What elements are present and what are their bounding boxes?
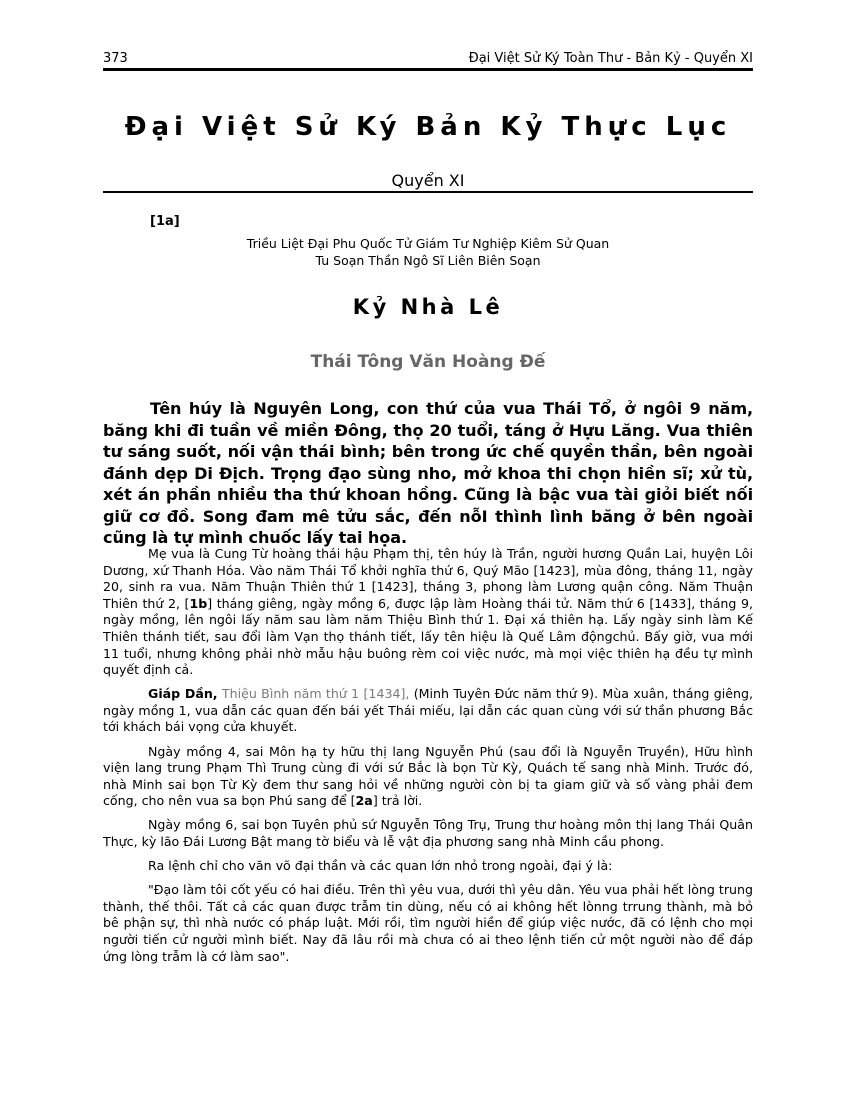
author-line-1: Triều Liệt Đại Phu Quốc Tử Giám Tư Nghiệp Kiêm Sử Quan [246, 236, 610, 251]
page-number: 373 [103, 51, 128, 66]
author-line-2: Tu Soạn Thần Ngô Sĩ Liên Biên Soạn [315, 253, 541, 268]
author-credit [103, 235, 753, 269]
folio-ref: 2a [355, 793, 373, 809]
header-rule [103, 68, 753, 71]
reign-year: Thiệu Bình năm thứ 1 [1434], [217, 686, 410, 702]
emperor-heading: Thái Tông Văn Hoàng Đế [310, 352, 546, 372]
folio-mark: [1a] [150, 214, 180, 229]
title-rule [103, 191, 753, 193]
paragraph: Ngày mồng 6, sai bọn Tuyên phủ sứ Nguyễn Tông Trụ, Trung thư hoàng môn thị lang Thái Quân Thực, kỳ lão Đái Lương Bật mang tờ biểu và lễ vật địa phương sang nhà Minh cầu phong. [103, 817, 753, 849]
body-text [103, 546, 753, 973]
paragraph: "Đạo làm tôi cốt yếu có hai điều. Trên thì yêu vua, dưới thì yêu dân. Yêu vua phải hết lòng trung thành, thế thôi. Tất cả các quan được trẫm tin dùng, nếu có ai không hết lònng trrung thành, mà bỏ bê phận sự, thì nhà nước có pháp luật. Mới rồi, tìm người hiền để giúp việc nước, đã có lệnh cho mọi người tiến cử người mình biết. Nay đã lâu rồi mà chưa có ai theo lệnh tiến cử một người nào để đáp ứng lòng trẫm là cớ làm sao". [103, 882, 753, 964]
paragraph: Giáp Dần, Thiệu Bình năm thứ 1 [1434], (Minh Tuyên Đức năm thứ 9). Mùa xuân, tháng giêng, ngày mồng 1, vua dẫn các quan đến bái yết Thái miếu, lại dẫn các quan cùng với sứ thần phương Bắc tới khách bái vọng cửa khuyết. [103, 686, 753, 735]
paragraph: Mẹ vua là Cung Từ hoàng thái hậu Phạm thị, tên húy là Trần, người hương Quần Lai, huyện Lôi Dương, xứ Thanh Hóa. Vào năm Thái Tổ khởi nghĩa thứ 6, Quý Mão [1423], mùa đông, tháng 11, ngày 20, sinh ra vua. Năm Thuận Thiên thứ 1 [1423], tháng 3, phong làm Lương quận công. Năm Thuận Thiên thứ 2, [1b] tháng giêng, ngày mồng 6, được lập làm Hoàng thái tử. Năm thứ 6 [1433], tháng 9, ngày mồng, lên ngôi lấy năm sau làm năm Thiệu Bình thứ 1. Đại xá thiên hạ. Lấy ngày sinh làm Kế Thiên thánh tiết, sau đổi làm Vạn thọ thánh tiết, lấy tên hiệu là Quế Lâm độngchủ. Bấy giờ, vua mới 11 tuổi, nhưng không phải nhờ mẫu hậu buông rèm coi việc nước, mà mọi việc thiên hạ đều tự mình quyết định cả. [103, 546, 753, 678]
running-title: Đại Việt Sử Ký Toàn Thư - Bản Kỷ - Quyển XI [468, 51, 753, 66]
folio-ref: 1b [189, 595, 208, 611]
volume-label: Quyển XI [391, 171, 465, 190]
page-header [103, 47, 753, 69]
intro-summary: Tên húy là Nguyên Long, con thứ của vua Thái Tổ, ở ngôi 9 năm, băng khi đi tuần về miền Đông, thọ 20 tuổi, táng ở Hựu Lăng. Vua thiên tư sáng suốt, nối vận thái bình; bên trong ức chế quyền thần, bên ngoài đánh dẹp Di Địch. Trọng đạo sùng nho, mở khoa thi chọn hiền sĩ; xử tù, xét án phần nhiều tha thứ khoan hồng. Cũng là bậc vua tài giỏi biết nối giữ cơ đồ. Song đam mê tửu sắc, đến nỗI thình lình băng ở bên ngoài cũng là tự mình chuốc lấy tai họa. [103, 399, 753, 547]
dynasty-heading: Kỷ Nhà Lê [352, 295, 504, 319]
paragraph: Ra lệnh chỉ cho văn võ đại thần và các quan lớn nhỏ trong ngoài, đại ý là: [148, 858, 613, 874]
book-title: Đại Việt Sử Ký Bản Kỷ Thực Lục [124, 112, 732, 142]
paragraph: Ngày mồng 4, sai Môn hạ ty hữu thị lang Nguyễn Phú (sau đổi là Nguyễn Truyền), Hữu hình viện lang trung Phạm Thì Trung cùng đi với sứ Bắc là bọn Từ Kỳ, Quách tế sang nhà Minh. Trước đó, nhà Minh sai bọn Từ Kỳ đem thư sang hỏi về những người còn bị ta giam giữ và số vàng phải đem cống, cho nên vua sa bọn Phú sang để [2a] trả lời. [103, 743, 753, 809]
year-lead: Giáp Dần, [148, 686, 218, 702]
